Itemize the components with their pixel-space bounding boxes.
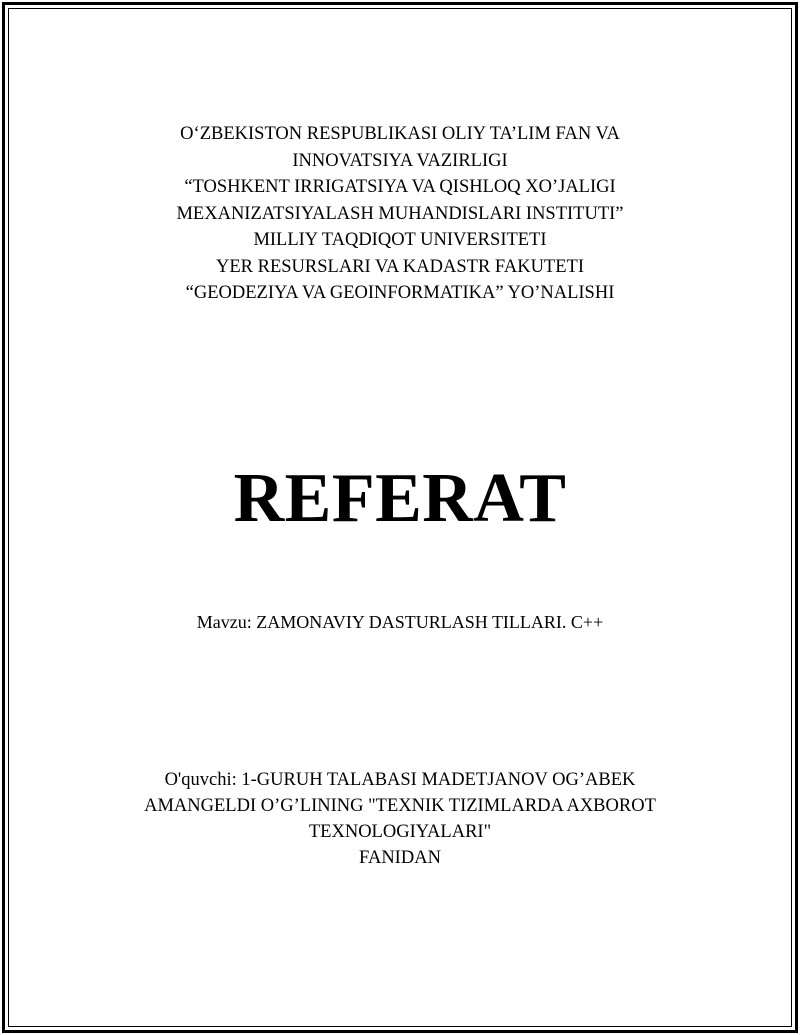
author-line-4: FANIDAN	[359, 848, 441, 868]
topic-line: Mavzu: ZAMONAVIY DASTURLASH TILLARI. C++	[196, 612, 604, 632]
author-block	[0, 767, 800, 871]
header-line-direction: “GEODEZIYA VA GEOINFORMATIKA” YO’NALISHI	[185, 283, 615, 303]
header-line-ministry-2: INNOVATSIYA VAZIRLIGI	[292, 150, 508, 171]
header-line-institute-1: “TOSHKENT IRRIGATSIYA VA QISHLOQ XO’JALIGI	[184, 177, 616, 197]
header-line-university: MILLIY TAQDIQOT UNIVERSITETI	[253, 230, 547, 250]
header-line-institute-2: MEXANIZATSIYALASH MUHANDISLARI INSTITUTI”	[176, 203, 624, 224]
header-line-faculty: YER RESURSLARI VA KADASTR FAKUTETI	[216, 256, 584, 277]
header-line-ministry-1: O‘ZBEKISTON RESPUBLIKASI OLIY TA’LIM FAN VA	[180, 124, 620, 144]
document-title: REFERAT	[233, 460, 567, 537]
institution-header	[0, 121, 800, 307]
author-line-1: O'quvchi: 1-GURUH TALABASI MADETJANOV OG’ABEK	[164, 770, 636, 790]
author-line-3: TEXNOLOGIYALARI"	[308, 822, 492, 842]
author-line-2: AMANGELDI O’G’LINING "TEXNIK TIZIMLARDA AXBOROT	[144, 796, 656, 816]
